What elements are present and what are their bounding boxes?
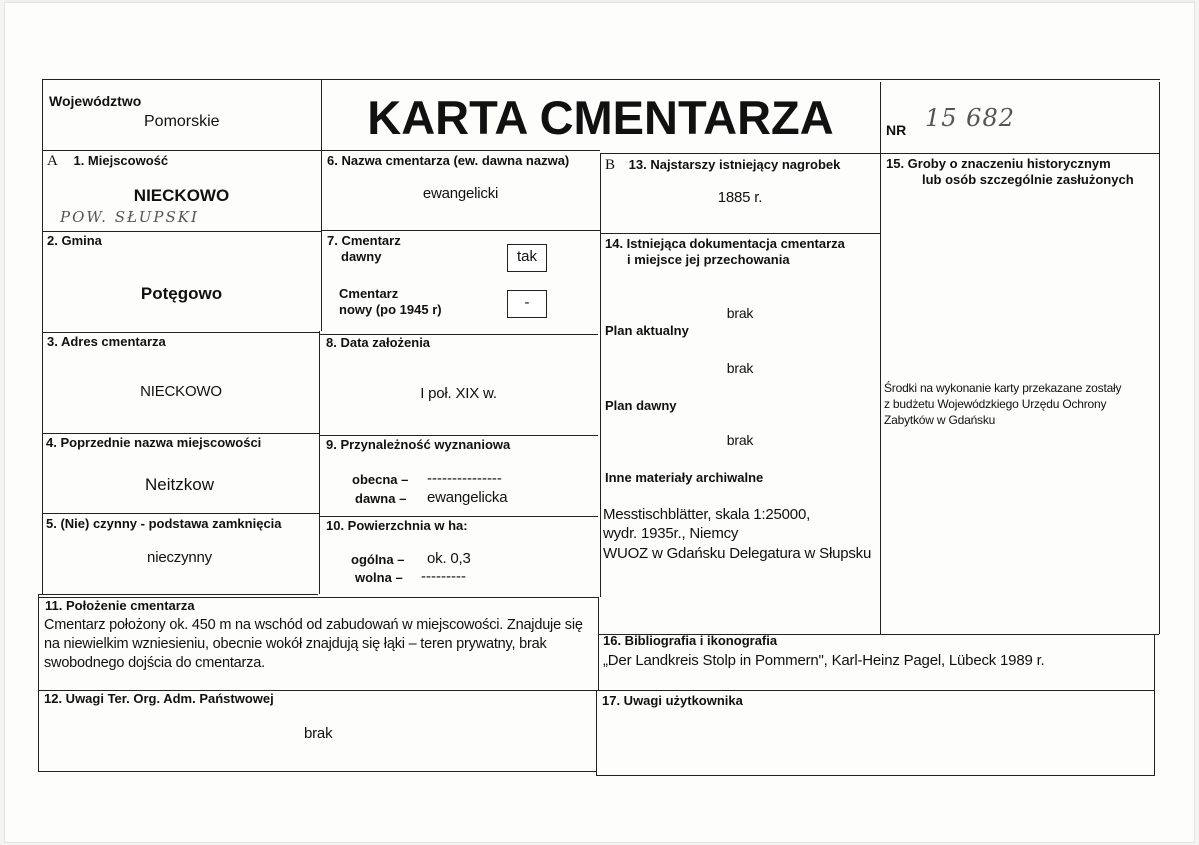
field-10-free-value: --------- bbox=[421, 568, 466, 585]
field-12-label: 12. Uwagi Ter. Org. Adm. Państwowej bbox=[44, 691, 274, 706]
other-materials-label: Inne materiały archiwalne bbox=[605, 470, 764, 485]
field-13-value: 1885 r. bbox=[717, 189, 763, 206]
field-9-former-label: dawna – bbox=[355, 491, 407, 506]
field-13-label-text: 13. Najstarszy istniejący nagrobek bbox=[628, 157, 841, 172]
other-materials-line: WUOZ w Gdańsku Delegatura w Słupsku bbox=[603, 545, 872, 562]
field-9-label: 9. Przynależność wyznaniowa bbox=[326, 437, 511, 452]
field-9-current-label: obecna – bbox=[352, 472, 409, 487]
field-7-new-label-1: Cmentarz bbox=[339, 286, 399, 301]
field-7-old-checkbox: tak bbox=[507, 244, 547, 272]
field-5-label: 5. (Nie) czynny - podstawa zamknięcia bbox=[46, 516, 282, 531]
field-11-label: 11. Położenie cmentarza bbox=[45, 598, 195, 613]
field-1-value: NIECKOWO bbox=[133, 186, 230, 205]
field-5-value: nieczynny bbox=[147, 549, 212, 566]
field-11-line: Cmentarz położony ok. 450 m na wschód od zabudowań w miejscowości. Znajduje się bbox=[44, 617, 583, 633]
funding-note-line: Środki na wykonanie karty przekazane zostały bbox=[884, 381, 1122, 395]
other-materials-line: wydr. 1935r., Niemcy bbox=[603, 525, 739, 542]
voivodeship-value: Pomorskie bbox=[144, 113, 220, 130]
field-8-label: 8. Data założenia bbox=[326, 335, 431, 350]
field-2-label: 2. Gmina bbox=[47, 233, 102, 248]
field-10-total-label: ogólna – bbox=[351, 552, 405, 567]
voivodeship-label: Województwo bbox=[49, 93, 142, 109]
field-14-label-1: 14. Istniejąca dokumentacja cmentarza bbox=[605, 236, 845, 251]
field-3-value: NIECKOWO bbox=[140, 383, 222, 400]
field-16-value: „Der Landkreis Stolp in Pommern", Karl-Heinz Pagel, Lübeck 1989 r. bbox=[603, 652, 1045, 669]
field-1-label bbox=[47, 153, 168, 169]
form-title: KARTA CMENTARZA bbox=[367, 91, 834, 144]
field-9-current-value: --------------- bbox=[427, 470, 502, 487]
field-2-value: Potęgowo bbox=[140, 284, 223, 303]
field-14-value: brak bbox=[726, 305, 754, 321]
section-a-letter: A bbox=[47, 153, 58, 169]
plan-current-value: brak bbox=[726, 360, 754, 376]
section-b-letter: B bbox=[605, 157, 616, 173]
field-15-label-1: 15. Groby o znaczeniu historycznym bbox=[886, 156, 1111, 171]
field-7-label: 7. Cmentarz bbox=[327, 233, 401, 248]
field-7-new-label-2: nowy (po 1945 r) bbox=[339, 302, 442, 317]
field-9-former-value: ewangelicka bbox=[427, 489, 508, 506]
nr-label: NR bbox=[886, 122, 907, 138]
field-10-free-label: wolna – bbox=[355, 570, 403, 585]
field-8-value: I poł. XIX w. bbox=[420, 385, 497, 402]
plan-old-label: Plan dawny bbox=[605, 398, 677, 413]
plan-old-value: brak bbox=[726, 432, 754, 448]
field-17-label: 17. Uwagi użytkownika bbox=[602, 693, 743, 708]
field-3-label: 3. Adres cmentarza bbox=[47, 334, 166, 349]
field-7-new-checkbox: - bbox=[507, 290, 547, 318]
field-11-line: na niewielkim wzniesieniu, obecnie wokół znajdują się łąki – teren prywatny, brak bbox=[44, 636, 547, 652]
field-15-label-2: lub osób szczególnie zasłużonych bbox=[922, 172, 1134, 187]
plan-current-label: Plan aktualny bbox=[605, 323, 689, 338]
field-4-label: 4. Poprzednie nazwa miejscowości bbox=[46, 435, 262, 450]
field-14-label-2: i miejsce jej przechowania bbox=[627, 252, 790, 267]
field-1-handwritten-note: POW. SŁUPSKI bbox=[60, 208, 199, 226]
field-1-label-text: 1. Miejscowość bbox=[73, 153, 169, 168]
other-materials-line: Messtischblätter, skala 1:25000, bbox=[603, 506, 811, 523]
field-11-line: swobodnego dojścia do cmentarza. bbox=[44, 655, 265, 671]
field-6-value: ewangelicki bbox=[422, 185, 499, 202]
field-4-value: Neitzkow bbox=[145, 475, 214, 494]
field-6-label: 6. Nazwa cmentarza (ew. dawna nazwa) bbox=[327, 153, 570, 168]
field-16-label: 16. Bibliografia i ikonografia bbox=[603, 633, 778, 648]
field-10-total-value: ok. 0,3 bbox=[427, 550, 471, 567]
funding-note-line: Zabytków w Gdańsku bbox=[884, 413, 996, 427]
field-12-value: brak bbox=[304, 725, 333, 742]
funding-note-line: z budżetu Wojewódzkiego Urzędu Ochrony bbox=[884, 397, 1107, 411]
nr-handwritten-value: 15 682 bbox=[925, 104, 1015, 132]
field-7-old-label: dawny bbox=[341, 249, 382, 264]
field-13-label bbox=[605, 157, 840, 173]
field-10-label: 10. Powierzchnia w ha: bbox=[326, 518, 468, 533]
